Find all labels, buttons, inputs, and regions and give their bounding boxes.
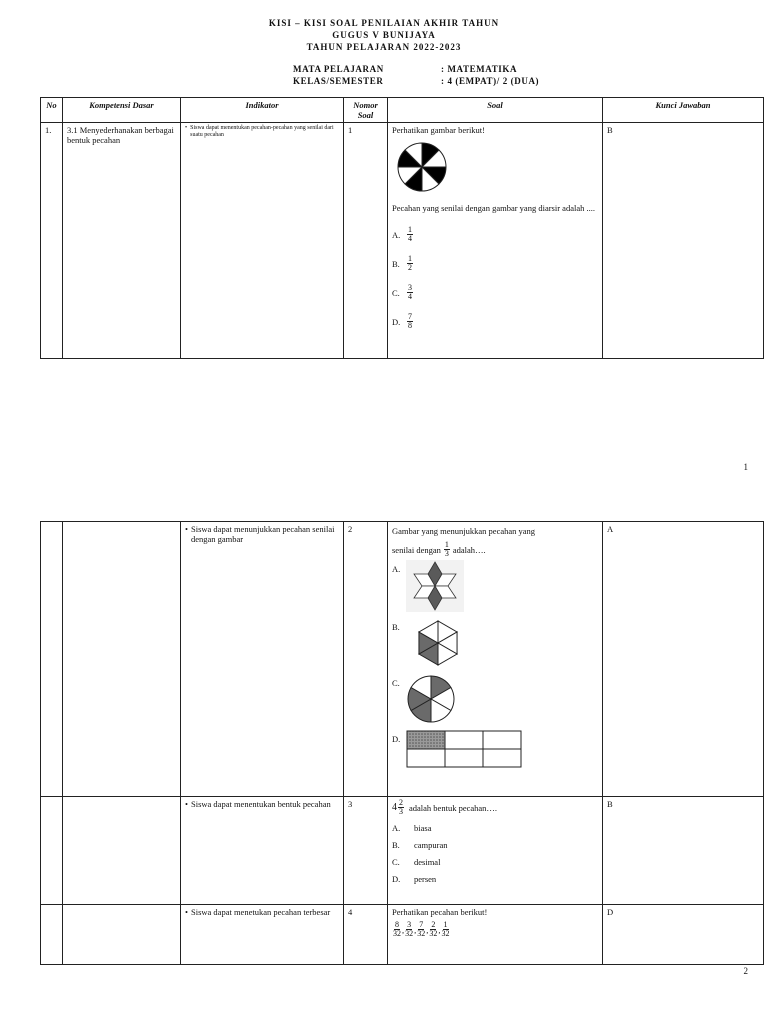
option-d: D. — [392, 730, 598, 768]
soal-intro: Perhatikan gambar berikut! — [392, 125, 485, 135]
header-kunci: Kunci Jawaban — [603, 98, 764, 123]
subject-label: MATA PELAJARAN — [293, 64, 384, 74]
pie-eighths-figure — [396, 141, 448, 193]
kisi-table-page-2 — [40, 521, 764, 965]
header-indikator: Indikator — [181, 98, 344, 123]
table-row — [41, 797, 764, 905]
option-d: D. persen — [392, 873, 437, 884]
option-b: B. $\frac{1}{2}$ — [392, 254, 412, 272]
option-a: A. $\frac{1}{4}$ — [392, 225, 412, 243]
class-value: : 4 (EMPAT)/ 2 (DUA) — [441, 76, 540, 86]
row-nomor: 2 — [344, 522, 388, 797]
table-row — [41, 522, 764, 797]
soal-cell — [388, 905, 603, 965]
star-rhombus-figure — [406, 560, 464, 612]
header-kompetensi: Kompetensi Dasar — [63, 98, 181, 123]
page-number-2: 2 — [743, 966, 748, 976]
row-nomor: 3 — [344, 797, 388, 905]
answer-key: B — [603, 123, 764, 359]
indicator: • Siswa dapat menentukan pecahan-pecahan yang senilai dari suatu pecahan — [185, 125, 334, 138]
answer-key: A — [603, 522, 764, 797]
soal-intro: Perhatikan pecahan berikut! — [392, 907, 488, 917]
header-no: No — [41, 98, 63, 123]
table-row — [41, 905, 764, 965]
fraction-list: $\frac{8}{32}$ , $\frac{3}{32}$ , $\frac{7}{32}$ , $\frac{2}{32}$ , $\frac{1}{32}$ — [393, 920, 450, 938]
answer-key: B — [603, 797, 764, 905]
pie-sixths-figure — [406, 674, 456, 724]
option-a: A. biasa — [392, 822, 432, 833]
option-a: A. — [392, 560, 598, 618]
soal-cell — [388, 522, 603, 797]
option-d: D. $\frac{7}{8}$ — [392, 312, 412, 330]
page-number-1: 1 — [743, 462, 748, 472]
indicator: • Siswa dapat menentukan bentuk pecahan — [185, 799, 331, 809]
table-row — [41, 123, 764, 359]
rectangle-grid-figure — [406, 730, 524, 768]
subject-value: : MATEMATIKA — [441, 64, 518, 74]
option-c: C. — [392, 674, 598, 730]
option-b: B. campuran — [392, 839, 448, 850]
row-kd: 3.1 Menyederhanakan berbagai bentuk pecahan — [63, 123, 181, 359]
soal-cell — [388, 123, 603, 359]
row-nomor: 1 — [344, 123, 388, 359]
soal-text-line-1: Gambar yang menunjukkan pecahan yang — [392, 526, 536, 536]
soal-question: Pecahan yang senilai dengan gambar yang diarsir adalah .... — [392, 203, 595, 213]
soal-cell — [388, 797, 603, 905]
soal-text-line-2: senilai dengan $\frac{1}{3}$ adalah…. — [392, 540, 486, 558]
hexagon-figure — [414, 618, 462, 668]
option-c: C. desimal — [392, 856, 441, 867]
doc-title-line-1: KISI – KISI SOAL PENILAIAN AKHIR TAHUN — [268, 18, 500, 28]
doc-title-line-3: TAHUN PELAJARAN 2022-2023 — [306, 42, 462, 52]
option-c: C. $\frac{3}{4}$ — [392, 283, 412, 301]
doc-title-line-2: GUGUS V BUNIJAYA — [332, 30, 436, 40]
kisi-table-page-1 — [40, 97, 764, 359]
header-soal: Soal — [388, 98, 603, 123]
row-no: 1. — [41, 123, 63, 359]
option-b: B. — [392, 618, 598, 674]
class-label: KELAS/SEMESTER — [293, 76, 384, 86]
mixed-fraction-question: 4 $\frac{2}{3}$ adalah bentuk pecahan…. — [392, 798, 498, 816]
indicator: • Siswa dapat menetukan pecahan terbesar — [185, 907, 331, 917]
row-nomor: 4 — [344, 905, 388, 965]
answer-key: D — [603, 905, 764, 965]
header-nomor-soal: Nomor Soal — [344, 98, 388, 123]
indicator: • Siswa dapat menunjukkan pecahan senilai dengan gambar — [185, 524, 335, 544]
table-header-row — [41, 98, 764, 123]
